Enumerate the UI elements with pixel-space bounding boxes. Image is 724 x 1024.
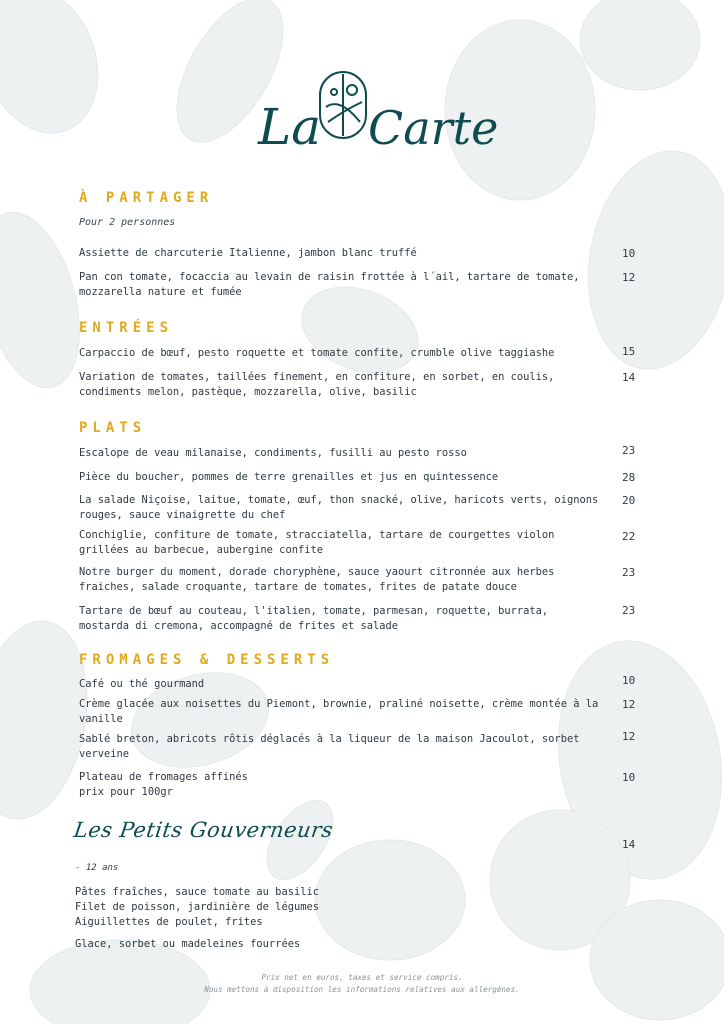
menu-item: Café ou thé gourmand: [79, 678, 205, 690]
menu-item-price: 14: [622, 371, 636, 384]
menu-item-price: 10: [622, 674, 636, 687]
menu-item: Plateau de fromages affinés: [79, 771, 248, 783]
kids-menu-dessert: Glace, sorbet ou madeleines fourrées: [75, 938, 301, 950]
kids-menu-line: Pâtes fraîches, sauce tomate au basilic: [75, 886, 319, 898]
menu-item: Tartare de bœuf au couteau, l'italien, tomate, parmesan, roquette, burrata, mostarda di cremona, accompagné de frites et salade: [79, 605, 549, 632]
menu-item: Notre burger du moment, dorade choryphène, sauce yaourt citronnée aux herbes fraiches, salade croquante, tartare de tomates, frites de patate douce: [79, 566, 555, 593]
section-title-partager: À PARTAGER: [79, 190, 214, 206]
kids-menu-line: Aiguillettes de poulet, frites: [75, 916, 263, 928]
menu-item-price: 28: [622, 471, 636, 484]
footer-allergens-note: Nous mettons à disposition les informations relatives aux allergènes.: [204, 985, 520, 994]
la-carte-logo: [250, 62, 499, 162]
kids-menu-title: Les Petits Gouverneurs: [72, 818, 335, 842]
menu-item-price: 23: [622, 604, 636, 617]
menu-item: Carpaccio de bœuf, pesto roquette et tomate confite, crumble olive taggiashe: [79, 347, 555, 359]
section-title-plats: PLATS: [79, 420, 147, 436]
menu-item: La salade Niçoise, laitue, tomate, œuf, thon snacké, olive, haricots verts, oignons rouges, sauce vinaigrette du chef: [79, 494, 599, 521]
kids-menu-subtitle: - 12 ans: [75, 863, 119, 873]
menu-item-price: 10: [622, 247, 636, 260]
menu-item-price: 12: [622, 730, 636, 743]
menu-item: Escalope de veau milanaise, condiments, fusilli au pesto rosso: [79, 447, 467, 459]
leaf-circle-emblem-icon: [320, 72, 366, 138]
section-title-entrees: ENTRÉES: [79, 320, 174, 336]
menu-item-price: 20: [622, 494, 636, 507]
logo-text-la: La: [258, 98, 322, 156]
section-title-desserts: FROMAGES & DESSERTS: [79, 652, 335, 668]
menu-item: Pièce du boucher, pommes de terre grenailles et jus en quintessence: [79, 471, 499, 483]
footer-prices-note: Prix net en euros, taxes et service compris.: [261, 973, 463, 982]
kids-menu-line: Filet de poisson, jardinière de légumes: [75, 901, 319, 913]
menu-item-price: 12: [622, 271, 636, 284]
menu-item: Conchiglie, confiture de tomate, stracciatella, tartare de courgettes violon grillées au barbecue, aubergine confite: [79, 529, 555, 556]
menu-item-price: 22: [622, 530, 636, 543]
menu-item: Variation de tomates, taillées finement, en confiture, en sorbet, en coulis, condiments melon, pastèque, mozzarella, olive, basilic: [79, 371, 555, 398]
menu-item-price: 23: [622, 444, 636, 457]
partager-subtitle: Pour 2 personnes: [79, 217, 176, 228]
menu-item-price: 10: [622, 771, 636, 784]
menu-item: Assiette de charcuterie Italienne, jambon blanc truffé: [79, 247, 417, 259]
menu-item-price: 12: [622, 698, 636, 711]
menu-item: Sablé breton, abricots rôtis déglacés à la liqueur de la maison Jacoulot, sorbet verveine: [79, 733, 580, 760]
menu-item-price: 15: [622, 345, 636, 358]
logo-text-carte: Carte: [368, 101, 499, 155]
kids-menu-price: 14: [622, 838, 636, 851]
menu-item-price: 23: [622, 566, 636, 579]
menu-item: Pan con tomate, focaccia au levain de raisin frottée à l´ail, tartare de tomate, mozzarella nature et fumée: [79, 271, 580, 298]
menu-item-note: prix pour 100gr: [79, 786, 173, 798]
menu-item: Crème glacée aux noisettes du Piemont, brownie, praliné noisette, crème montée à la vanille: [79, 698, 599, 725]
